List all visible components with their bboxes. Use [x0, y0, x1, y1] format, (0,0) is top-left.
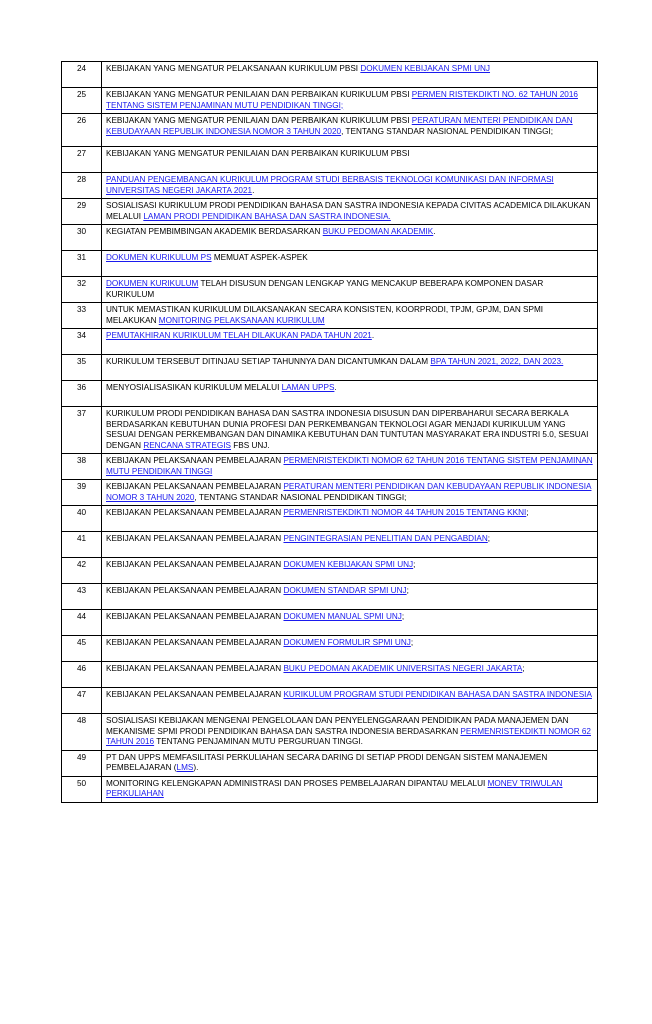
row-text-before: KEBIJAKAN YANG MENGATUR PENILAIAN DAN PERBAIKAN KURIKULUM PBSI [106, 116, 412, 125]
table-row [62, 277, 598, 303]
row-number: 42 [62, 558, 102, 584]
row-text [102, 636, 598, 662]
row-text-after: ; [406, 586, 409, 595]
row-text [102, 584, 598, 610]
row-number: 44 [62, 610, 102, 636]
document-link[interactable]: DOKUMEN KEBIJAKAN SPMI UNJ [360, 64, 491, 73]
row-text [102, 407, 598, 454]
table-row [62, 610, 598, 636]
row-number: 25 [62, 88, 102, 114]
table-row [62, 381, 598, 407]
row-text-after: MEMUAT ASPEK-ASPEK [211, 253, 308, 262]
row-number: 41 [62, 532, 102, 558]
table-row [62, 776, 598, 802]
row-number: 34 [62, 329, 102, 355]
row-text [102, 88, 598, 114]
row-text-after: , TENTANG STANDAR NASIONAL PENDIDIKAN TINGGI; [194, 492, 407, 502]
document-link[interactable]: DOKUMEN FORMULIR SPMI UNJ [283, 638, 411, 647]
table-row [62, 532, 598, 558]
document-link[interactable]: PERATURAN MENTERI PENDIDIKAN DAN KEBUDAYAAN REPUBLIK INDONESIA NOMOR 3 TAHUN 2020 [106, 482, 592, 502]
row-text [102, 776, 598, 802]
row-text [102, 480, 598, 506]
row-text [102, 62, 598, 88]
row-text [102, 662, 598, 688]
row-text-after: ; [401, 612, 405, 621]
document-link[interactable]: BUKU PEDOMAN AKADEMIK UNIVERSITAS NEGERI JAKARTA [283, 664, 523, 673]
row-number: 43 [62, 584, 102, 610]
row-text [102, 381, 598, 407]
row-text-after: . [433, 227, 436, 236]
row-number: 47 [62, 688, 102, 714]
row-text [102, 277, 598, 303]
row-number: 29 [62, 199, 102, 225]
document-link[interactable]: DOKUMEN MANUAL SPMI UNJ [283, 612, 402, 621]
row-text-after: ; [487, 534, 491, 543]
row-number: 49 [62, 750, 102, 776]
row-text-before: MONITORING KELENGKAPAN ADMINISTRASI DAN PROSES PEMBELAJARAN DIPANTAU MELALUI [106, 778, 488, 788]
row-text-before: KEBIJAKAN PELAKSANAAN PEMBELAJARAN [106, 456, 284, 465]
row-text-before: KEBIJAKAN PELAKSANAAN PEMBELAJARAN [106, 612, 284, 621]
row-text [102, 199, 598, 225]
row-text-after: . [371, 331, 375, 340]
row-text-after: ). [193, 763, 199, 772]
document-link[interactable]: KURIKULUM PROGRAM STUDI PENDIDIKAN BAHASA DAN SASTRA INDONESIA [283, 690, 592, 699]
document-link[interactable]: BUKU PEDOMAN AKADEMIK [322, 227, 434, 236]
table-row [62, 480, 598, 506]
row-number: 35 [62, 355, 102, 381]
document-link[interactable]: PERMEN RISTEKDIKTI NO. 62 TAHUN 2016 TENTANG SISTEM PENJAMINAN MUTU PENDIDIKAN TINGGI; [106, 90, 578, 110]
row-text [102, 225, 598, 251]
row-text-before: SOSIALISASI KURIKULUM PRODI PENDIDIKAN BAHASA DAN SASTRA INDONESIA KEPADA CIVITAS ACADEMICA DILAKUKAN MELALUI [106, 201, 591, 221]
row-number: 46 [62, 662, 102, 688]
row-text-after: . [252, 185, 255, 195]
row-number: 40 [62, 506, 102, 532]
row-text-before: SOSIALISASI KEBIJAKAN MENGENAI PENGELOLAAN DAN PENYELENGGARAAN PENDIDIKAN PADA MANAJEMEN DAN MEKANISME SPMI PRODI PENDIDIKAN BAHASA DAN SASTRA INDONESIA BERDASARKAN [106, 716, 569, 736]
row-text [102, 147, 598, 173]
table-row [62, 662, 598, 688]
row-number: 45 [62, 636, 102, 662]
table-row [62, 688, 598, 714]
table-row [62, 355, 598, 381]
document-link[interactable]: LMS [176, 763, 194, 772]
row-text-after: ; [522, 664, 525, 673]
row-text-before: KEBIJAKAN PELAKSANAAN PEMBELAJARAN [106, 638, 284, 647]
row-text [102, 688, 598, 714]
row-text [102, 532, 598, 558]
row-text-before: KEBIJAKAN PELAKSANAAN PEMBELAJARAN [106, 690, 284, 699]
row-text-before: KEGIATAN PEMBIMBINGAN AKADEMIK BERDASARKAN [106, 227, 323, 236]
table-row [62, 636, 598, 662]
row-text-before: KURIKULUM TERSEBUT DITINJAU SETIAP TAHUNNYA DAN DICANTUMKAN DALAM [106, 357, 431, 366]
table-row [62, 454, 598, 480]
row-text [102, 714, 598, 751]
row-text [102, 173, 598, 199]
document-link[interactable]: BPA TAHUN 2021, 2022, DAN 2023. [430, 357, 564, 366]
document-link[interactable]: LAMAN UPPS [281, 383, 335, 392]
row-text-before: KEBIJAKAN YANG MENGATUR PENILAIAN DAN PERBAIKAN KURIKULUM PBSI [106, 149, 410, 158]
document-link[interactable]: DOKUMEN KURIKULUM [106, 279, 199, 288]
row-text [102, 558, 598, 584]
table-row [62, 147, 598, 173]
row-text-before: PT DAN UPPS MEMFASILITASI PERKULIAHAN SECARA DARING DI SETIAP PRODI DENGAN SISTEM MANAJEMEN PEMBELAJARAN ( [106, 752, 548, 772]
row-number: 36 [62, 381, 102, 407]
row-text-after: ; [526, 508, 529, 517]
document-link[interactable]: PERMENRISTEKDIKTI NOMOR 44 TAHUN 2015 TENTANG KKNI [283, 508, 527, 517]
row-text [102, 506, 598, 532]
document-link[interactable]: PENGINTEGRASIAN PENELITIAN DAN PENGABDIAN [283, 534, 488, 543]
row-number: 32 [62, 277, 102, 303]
document-link[interactable]: DOKUMEN KURIKULUM PS [106, 253, 212, 262]
row-text-before: KEBIJAKAN PELAKSANAAN PEMBELAJARAN [106, 560, 284, 569]
row-text-before: MENYOSIALISASIKAN KURIKULUM MELALUI [106, 383, 282, 392]
row-text-before: KEBIJAKAN PELAKSANAAN PEMBELAJARAN [106, 534, 284, 543]
row-text-before: KEBIJAKAN YANG MENGATUR PELAKSANAAN KURIKULUM PBSI [106, 64, 361, 73]
table-row [62, 62, 598, 88]
document-link[interactable]: PERMENRISTEKDIKTI NOMOR 62 TAHUN 2016 TENTANG SISTEM PENJAMINAN MUTU PENDIDIKAN TINGGI [106, 456, 593, 476]
table-row [62, 329, 598, 355]
row-text [102, 750, 598, 776]
row-number: 48 [62, 714, 102, 751]
table-row [62, 173, 598, 199]
document-link[interactable]: LAMAN PRODI PENDIDIKAN BAHASA DAN SASTRA INDONESIA. [143, 211, 391, 221]
table-row [62, 114, 598, 147]
row-text [102, 355, 598, 381]
row-text [102, 610, 598, 636]
document-link[interactable]: PERATURAN MENTERI PENDIDIKAN DAN KEBUDAYAAN REPUBLIK INDONESIA NOMOR 3 TAHUN 2020 [106, 116, 573, 136]
row-text [102, 454, 598, 480]
row-text [102, 303, 598, 329]
document-link[interactable]: PERMENRISTEKDIKTI NOMOR 62 TAHUN 2016 [106, 726, 591, 746]
document-link[interactable]: PANDUAN PENGEMBANGAN KURIKULUM PROGRAM STUDI BERBASIS TEKNOLOGI KOMUNIKASI DAN INFORMASI UNIVERSITAS NEGERI JAKARTA 2021 [106, 175, 554, 195]
table-row [62, 750, 598, 776]
document-link[interactable]: PEMUTAKHIRAN KURIKULUM TELAH DILAKUKAN PADA TAHUN 2021 [106, 331, 372, 340]
row-number: 39 [62, 480, 102, 506]
row-text-after: ; [410, 638, 414, 647]
document-link[interactable]: RENCANA STRATEGIS [143, 440, 231, 450]
row-number: 26 [62, 114, 102, 147]
row-text-before: KEBIJAKAN PELAKSANAAN PEMBELAJARAN [106, 586, 284, 595]
table-row [62, 199, 598, 225]
row-text-after: TELAH DISUSUN DENGAN LENGKAP YANG MENCAKUP BEBERAPA KOMPONEN DASAR KURIKULUM [106, 279, 544, 299]
row-number: 28 [62, 173, 102, 199]
row-text-before: KEBIJAKAN PELAKSANAAN PEMBELAJARAN [106, 664, 284, 673]
table-row [62, 584, 598, 610]
table-row [62, 506, 598, 532]
row-text-after: ; [413, 560, 416, 569]
row-text-before: KEBIJAKAN PELAKSANAAN PEMBELAJARAN [106, 482, 284, 491]
table-row [62, 407, 598, 454]
table-row [62, 225, 598, 251]
row-text-after: , TENTANG STANDAR NASIONAL PENDIDIKAN TINGGI; [341, 126, 554, 136]
document-link[interactable]: DOKUMEN STANDAR SPMI UNJ [283, 586, 407, 595]
row-number: 50 [62, 776, 102, 802]
document-link[interactable]: MONEV TRIWULAN PERKULIAHAN [106, 778, 563, 798]
row-text-before: UNTUK MEMASTIKAN KURIKULUM DILAKSANAKAN SECARA KONSISTEN, KOORPRODI, TPJM, GPJM, DAN SPMI MELAKUKAN [106, 305, 544, 325]
row-text-after: FBS UNJ. [230, 440, 270, 450]
row-number: 37 [62, 407, 102, 454]
document-link[interactable]: DOKUMEN KEBIJAKAN SPMI UNJ [283, 560, 414, 569]
table-row [62, 251, 598, 277]
row-text-after: TENTANG PENJAMINAN MUTU PERGURUAN TINGGI. [154, 737, 363, 746]
table-row [62, 88, 598, 114]
row-text-before: KEBIJAKAN PELAKSANAAN PEMBELAJARAN [106, 508, 284, 517]
row-text [102, 251, 598, 277]
row-number: 31 [62, 251, 102, 277]
table-row [62, 303, 598, 329]
table-row [62, 714, 598, 751]
row-text [102, 329, 598, 355]
row-number: 30 [62, 225, 102, 251]
row-number: 33 [62, 303, 102, 329]
table-row [62, 558, 598, 584]
row-number: 24 [62, 62, 102, 88]
policy-table [61, 61, 598, 803]
row-text-after: . [334, 383, 337, 392]
row-text [102, 114, 598, 147]
row-text-before: KURIKULUM PRODI PENDIDIKAN BAHASA DAN SASTRA INDONESIA DISUSUN DAN DIPERBAHARUI SECARA BERKALA BERDASARKAN KEBUTUHAN DUNIA PROFESI DAN PERKEMBANGAN TEKNOLOGI AGAR MENJADI KURIKULUM YANG SESUAI DENGAN PERKEMBANGAN DAN DINAMIKA KEBUTUHAN DAN TUNTUTAN MASYARAKAT ERA INDUSTRI 5.0, SESUAI DENGAN [106, 409, 589, 450]
row-number: 27 [62, 147, 102, 173]
document-link[interactable]: MONITORING PELAKSANAAN KURIKULUM [158, 315, 325, 325]
row-number: 38 [62, 454, 102, 480]
row-text-before: KEBIJAKAN YANG MENGATUR PENILAIAN DAN PERBAIKAN KURIKULUM PBSI [106, 90, 412, 99]
